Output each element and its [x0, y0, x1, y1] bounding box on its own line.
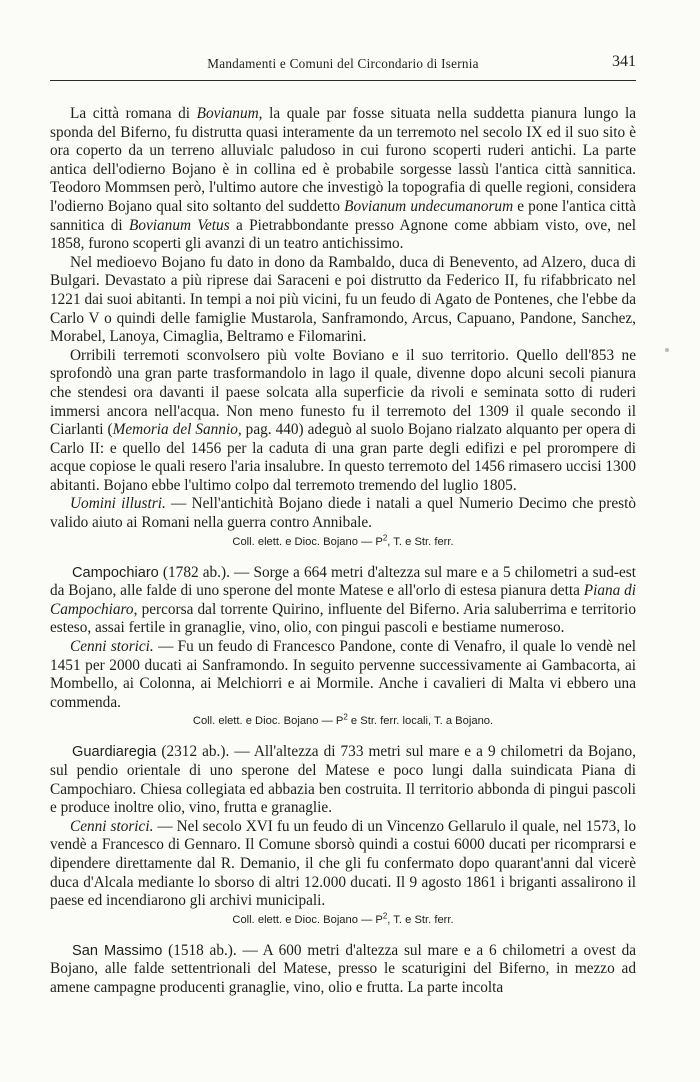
text-run: La città romana di: [70, 105, 197, 122]
page-number: 341: [612, 53, 636, 70]
entry-name: San Massimo: [72, 942, 163, 959]
text-run: Orribili terremoti sconvolsero più volte Boviano e il suo territorio. Quello dell'853 ne sprofondò una gran parte trasformandolo in lago il quale, divenne dopo alcuni secoli pianura che stendesi ora davanti il paese solcata alla superficie da rivoli e seminata sotto di ruderi immersi ancora nell'acqua. Non meno funesto fu il terremoto del 1309 il quale secondo il Ciarlanti (: [50, 346, 636, 439]
ref-superscript: 2: [343, 712, 348, 722]
ref-text: Coll. elett. e Dioc. Bojano — P: [192, 715, 344, 728]
header-rule: [50, 80, 636, 81]
section-heading: Cenni storici.: [70, 638, 154, 656]
text-run: , percorsa dal torrente Quirino, influente del Biferno. Aria saluberrima e territorio esteso, assai fertile in granaglie, vino, olio, con pingui pascoli e bestiame numeroso.: [50, 600, 636, 637]
guardiaregia-entry: [50, 743, 636, 928]
text-run: — Fu un feudo di Francesco Pandone, conte di Venafro, il quale lo vendè nel 1451 per 2000 ducati ai Sanframondo. In seguito pervenne successivamente ai Gambacorta, ai Mombello, ai Colonna, ai Melchiorri e ai Mormile. Anche i cavalieri di Malta vi ebbero una commenda.: [50, 638, 636, 711]
ref-text: , T. e Str. ferr.: [387, 535, 454, 548]
ref-superscript: 2: [382, 911, 388, 921]
text-run: — Nel secolo XVI fu un feudo di un Vincenzo Gellarulo il quale, nel 1573, lo vendè a Francesco di Gennaro. Il Comune sborsò quindi a costui 6000 ducati per ricomprarsi e dipendere direttamente dal R. Demanio, il che gli fu confermato dopo quarant'anni dal vicerè duca d'Alcala mediante lo sborso di altri 12.000 ducati. Il 9 agosto 1861 i briganti assalirono il paese ed incendiarono gli archivi municipali.: [50, 817, 636, 910]
text-run: , la quale par fosse situata nella suddetta pianura lungo la sponda del Biferno, fu distrutta quasi interamente da un terremoto nel secolo IX ed il suo sito è ora coperto da un terreno alluvialc paludoso in cui furono scoperti ruderi antichi. La parte antica dell'odierno Bojano è in collina ed è probabile sorgesse lassù l'antica città sannitica. Teodoro Mommsen però, l'ultimo autore che investigò la topografia di quelle regioni, considera l'odierno Bojano qual sito soltanto del suddetto: [50, 105, 636, 215]
campochiaro-reference: [50, 713, 636, 730]
san-massimo-entry: [50, 942, 636, 998]
bojano-paragraph-2: Nel medioevo Bojano fu dato in dono da Rambaldo, duca di Benevento, ad Alzero, duca di Bulgari. Devastato a più riprese dai Saraceni e poi distrutto da Federico II, fu rifabbricato nel 1221 dai suoi abitanti. In tempi a noi più vicini, fu un feudo di Agato de Pontenes, che l'ebbe da Carlo V o quindi delle famiglie Mustarola, Sanframondo, Arcus, Capuano, Pandone, Sanchez, Morabel, Lanoya, Cimaglia, Beltramo e Filomarini.: [50, 253, 636, 346]
italic-term: Piana di Campochiaro: [50, 582, 637, 618]
text-run: (1782 ab.). — Sorge a 664 metri d'altezza sul mare e a 5 chilometri a sud-est da Bojano, alle falde di uno sperone del monte Matese e all'orlo di estesa pianura detta: [50, 563, 636, 600]
ref-text: , T. e Str. ferr.: [387, 913, 454, 926]
entry-name: Campochiaro: [72, 564, 159, 581]
text-run: e pone l'antica città sannitica di: [50, 197, 636, 234]
text-run: (2312 ab.). — All'altezza di 733 metri sul mare e a 9 chilometri da Bojano, sul pendio orientale di uno sperone del Matese e poco lungi dalla suindicata Piana di Campochiaro. Chiesa collegiata ed abbazia ben costruita. Il territorio abbonda di pingui pascoli e produce inoltre olio, vino, frutta e granaglie.: [50, 743, 636, 817]
guardiaregia-paragraph-1: [50, 743, 636, 817]
page-body: [50, 105, 636, 998]
running-title: Mandamenti e Comuni del Circondario di Isernia: [207, 56, 479, 71]
guardiaregia-reference: [50, 912, 636, 929]
section-heading: Uomini illustri.: [70, 495, 166, 513]
ref-superscript: 2: [382, 532, 388, 542]
bojano-section: [50, 105, 636, 551]
italic-term: Bovianum undecumanorum: [344, 197, 514, 215]
campochiaro-entry: [50, 564, 636, 731]
ref-text: e Str. ferr. locali, T. a Bojano.: [347, 715, 494, 728]
campochiaro-paragraph-1: [50, 564, 636, 638]
ref-text: Coll. elett. e Dioc. Bojano — P: [232, 535, 383, 548]
guardiaregia-paragraph-2: [50, 818, 636, 911]
bojano-paragraph-3: [50, 347, 636, 496]
italic-term: Bovianum Vetus: [128, 216, 230, 234]
italic-term: Memoria del Sannio: [112, 421, 238, 439]
text-run: (1518 ab.). — A 600 metri d'altezza sul mare e a 6 chilometri a ovest da Bojano, alle falde settentrionali del Matese, presso le scaturigini del Biferno, in mezzo ad amene campagne producenti granaglie, vino, olio e frutta. La parte incolta: [50, 941, 637, 996]
page-header: [50, 54, 636, 76]
campochiaro-paragraph-2: [50, 638, 636, 712]
entry-name: Guardiaregia: [72, 744, 157, 761]
text-run: a Pietrabbondante presso Agnone come abbiam visto, ove, nel 1858, furono scoperti gli avanzi di un teatro antichissimo.: [50, 216, 637, 253]
bojano-paragraph-4: [50, 495, 636, 532]
ref-text: Coll. elett. e Dioc. Bojano — P: [232, 913, 383, 926]
italic-term: Bovianum: [196, 105, 259, 122]
bojano-reference: [50, 534, 636, 551]
section-heading: Cenni storici.: [70, 817, 154, 835]
margin-speck: [665, 348, 669, 352]
bojano-paragraph-1: [50, 105, 636, 254]
text-run: , pag. 440) adeguò al suolo Bojano rialzato alquanto per opera di Carlo II: e quello del 1456 per la caduta di una gran parte degli edifizi e pel prorompere di acque copiose le quali resero l'aria insalubre. In questo terremoto del 1456 rimasero uccisi 1300 abitanti. Bojano ebbe l'ultimo colpo dal terremoto tremendo del luglio 1805.: [50, 421, 636, 494]
san-massimo-paragraph-1: [50, 942, 636, 998]
text-run: — Nell'antichità Bojano diede i natali a quel Numerio Decimo che prestò valido aiuto ai Romani nella guerra contro Annibale.: [50, 495, 636, 532]
